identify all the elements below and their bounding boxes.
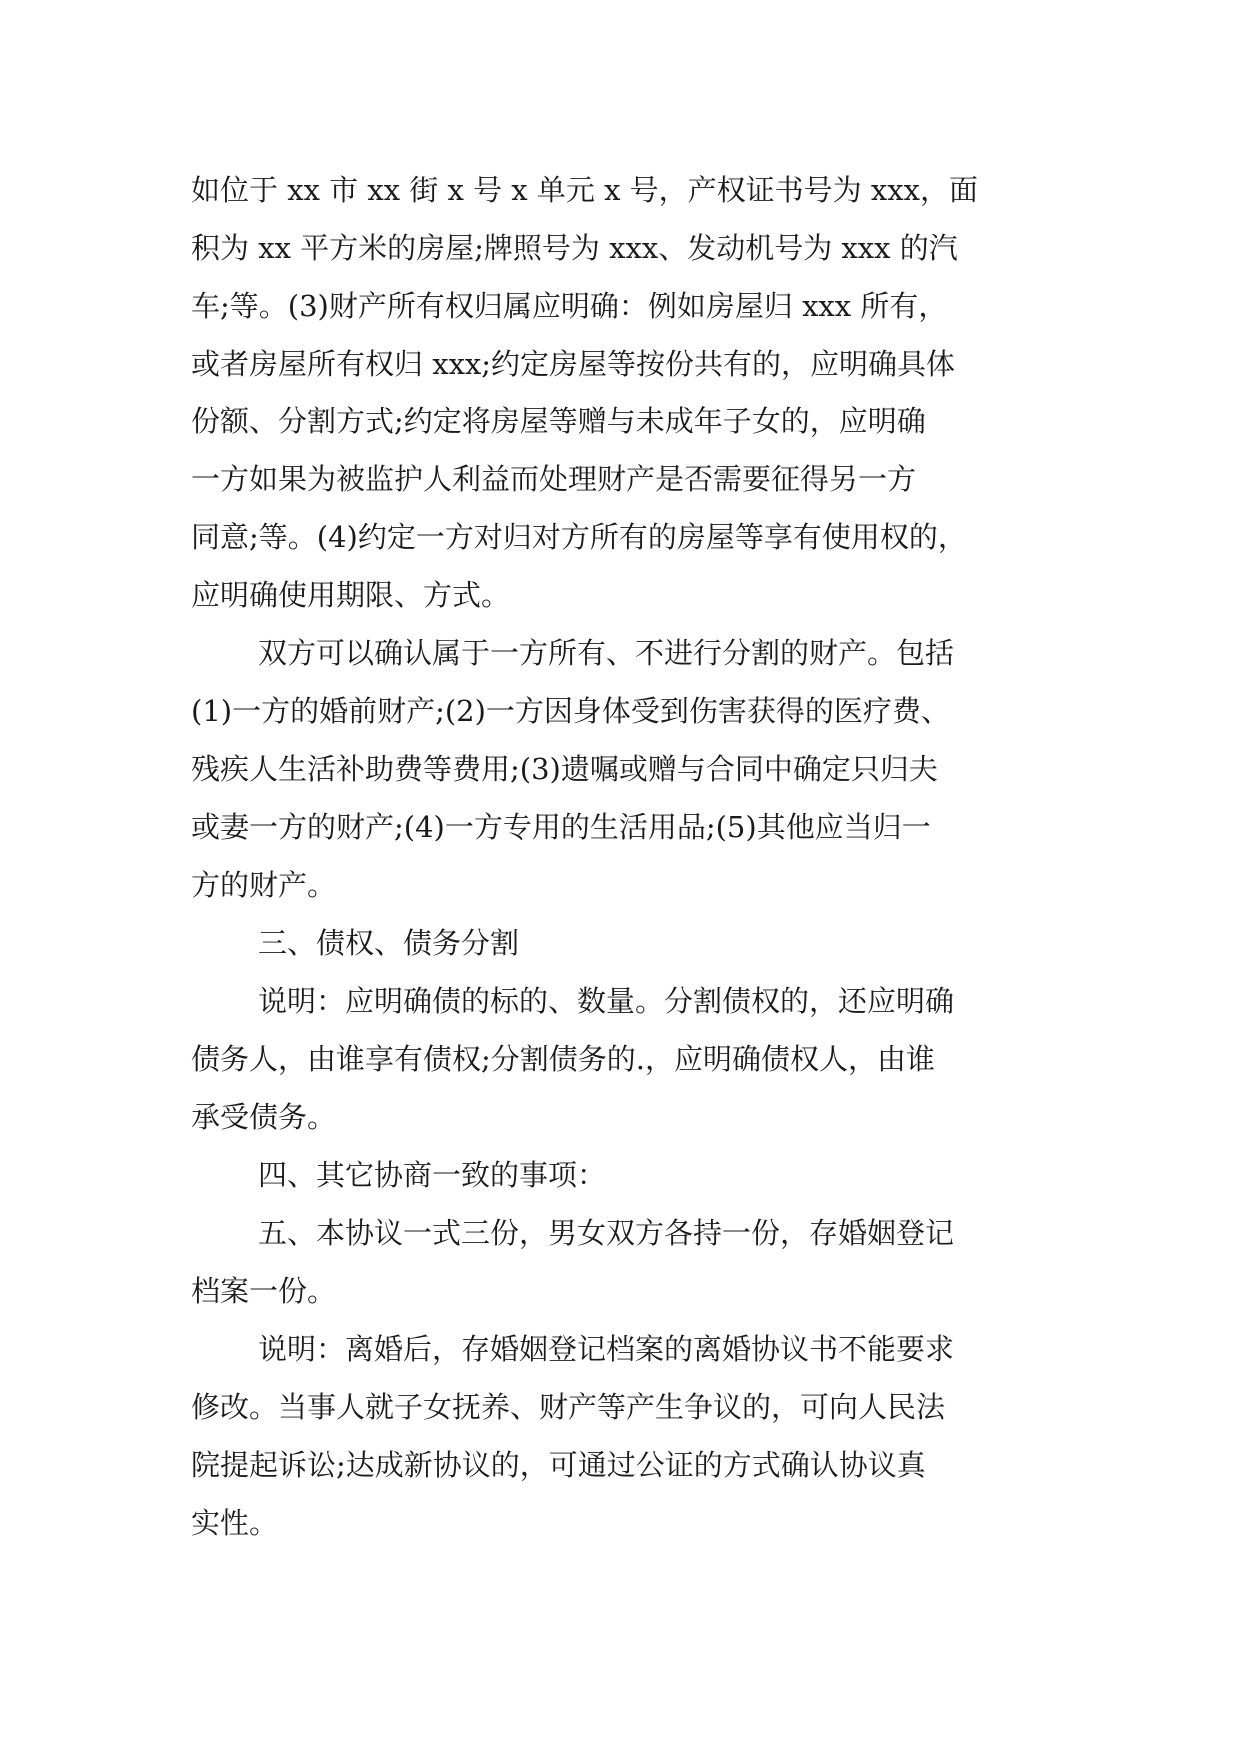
text-line: 或妻一方的财产;(4)一方专用的生活用品;(5)其他应当归一 — [191, 810, 931, 844]
text-line: 说明：应明确债的标的、数量。分割债权的，还应明确 — [258, 984, 955, 1018]
text-line: 应明确使用期限、方式。 — [191, 578, 511, 612]
text-line: 院提起诉讼;达成新协议的，可通过公证的方式确认协议真 — [191, 1448, 926, 1482]
text-line: 积为 xx 平方米的房屋;牌照号为 xxx、发动机号为 xxx 的汽 — [191, 231, 958, 265]
text-line: 残疾人生活补助费等费用;(3)遗嘱或赠与合同中确定只归夫 — [191, 752, 938, 786]
section-heading: 五、本协议一式三份，男女双方各持一份，存婚姻登记 — [258, 1216, 955, 1250]
section-heading: 三、债权、债务分割 — [258, 926, 520, 960]
text-line: 债务人，由谁享有债权;分割债务的.，应明确债权人，由谁 — [191, 1042, 935, 1076]
text-line: 同意;等。(4)约定一方对归对方所有的房屋等享有使用权的， — [191, 520, 967, 554]
text-line: 档案一份。 — [191, 1274, 337, 1308]
text-line: 承受债务。 — [191, 1100, 337, 1134]
text-line: 方的财产。 — [191, 868, 337, 902]
text-line: 实性。 — [191, 1506, 279, 1540]
text-line: 如位于 xx 市 xx 街 x 号 x 单元 x 号，产权证书号为 xxx，面 — [191, 173, 978, 207]
text-line: 或者房屋所有权归 xxx;约定房屋等按份共有的，应明确具体 — [191, 347, 956, 381]
text-line: 车;等。(3)财产所有权归属应明确：例如房屋归 xxx 所有， — [191, 289, 948, 323]
text-line: 一方如果为被监护人利益而处理财产是否需要征得另一方 — [191, 462, 917, 496]
section-heading: 四、其它协商一致的事项： — [258, 1158, 607, 1192]
text-line: 双方可以确认属于一方所有、不进行分割的财产。包括 — [258, 636, 955, 670]
text-line: 份额、分割方式;约定将房屋等赠与未成年子女的，应明确 — [191, 404, 926, 438]
text-line: 修改。当事人就子女抚养、财产等产生争议的，可向人民法 — [191, 1390, 946, 1424]
text-line: (1)一方的婚前财产;(2)一方因身体受到伤害获得的医疗费、 — [191, 694, 950, 728]
text-line: 说明：离婚后，存婚姻登记档案的离婚协议书不能要求 — [258, 1332, 955, 1366]
